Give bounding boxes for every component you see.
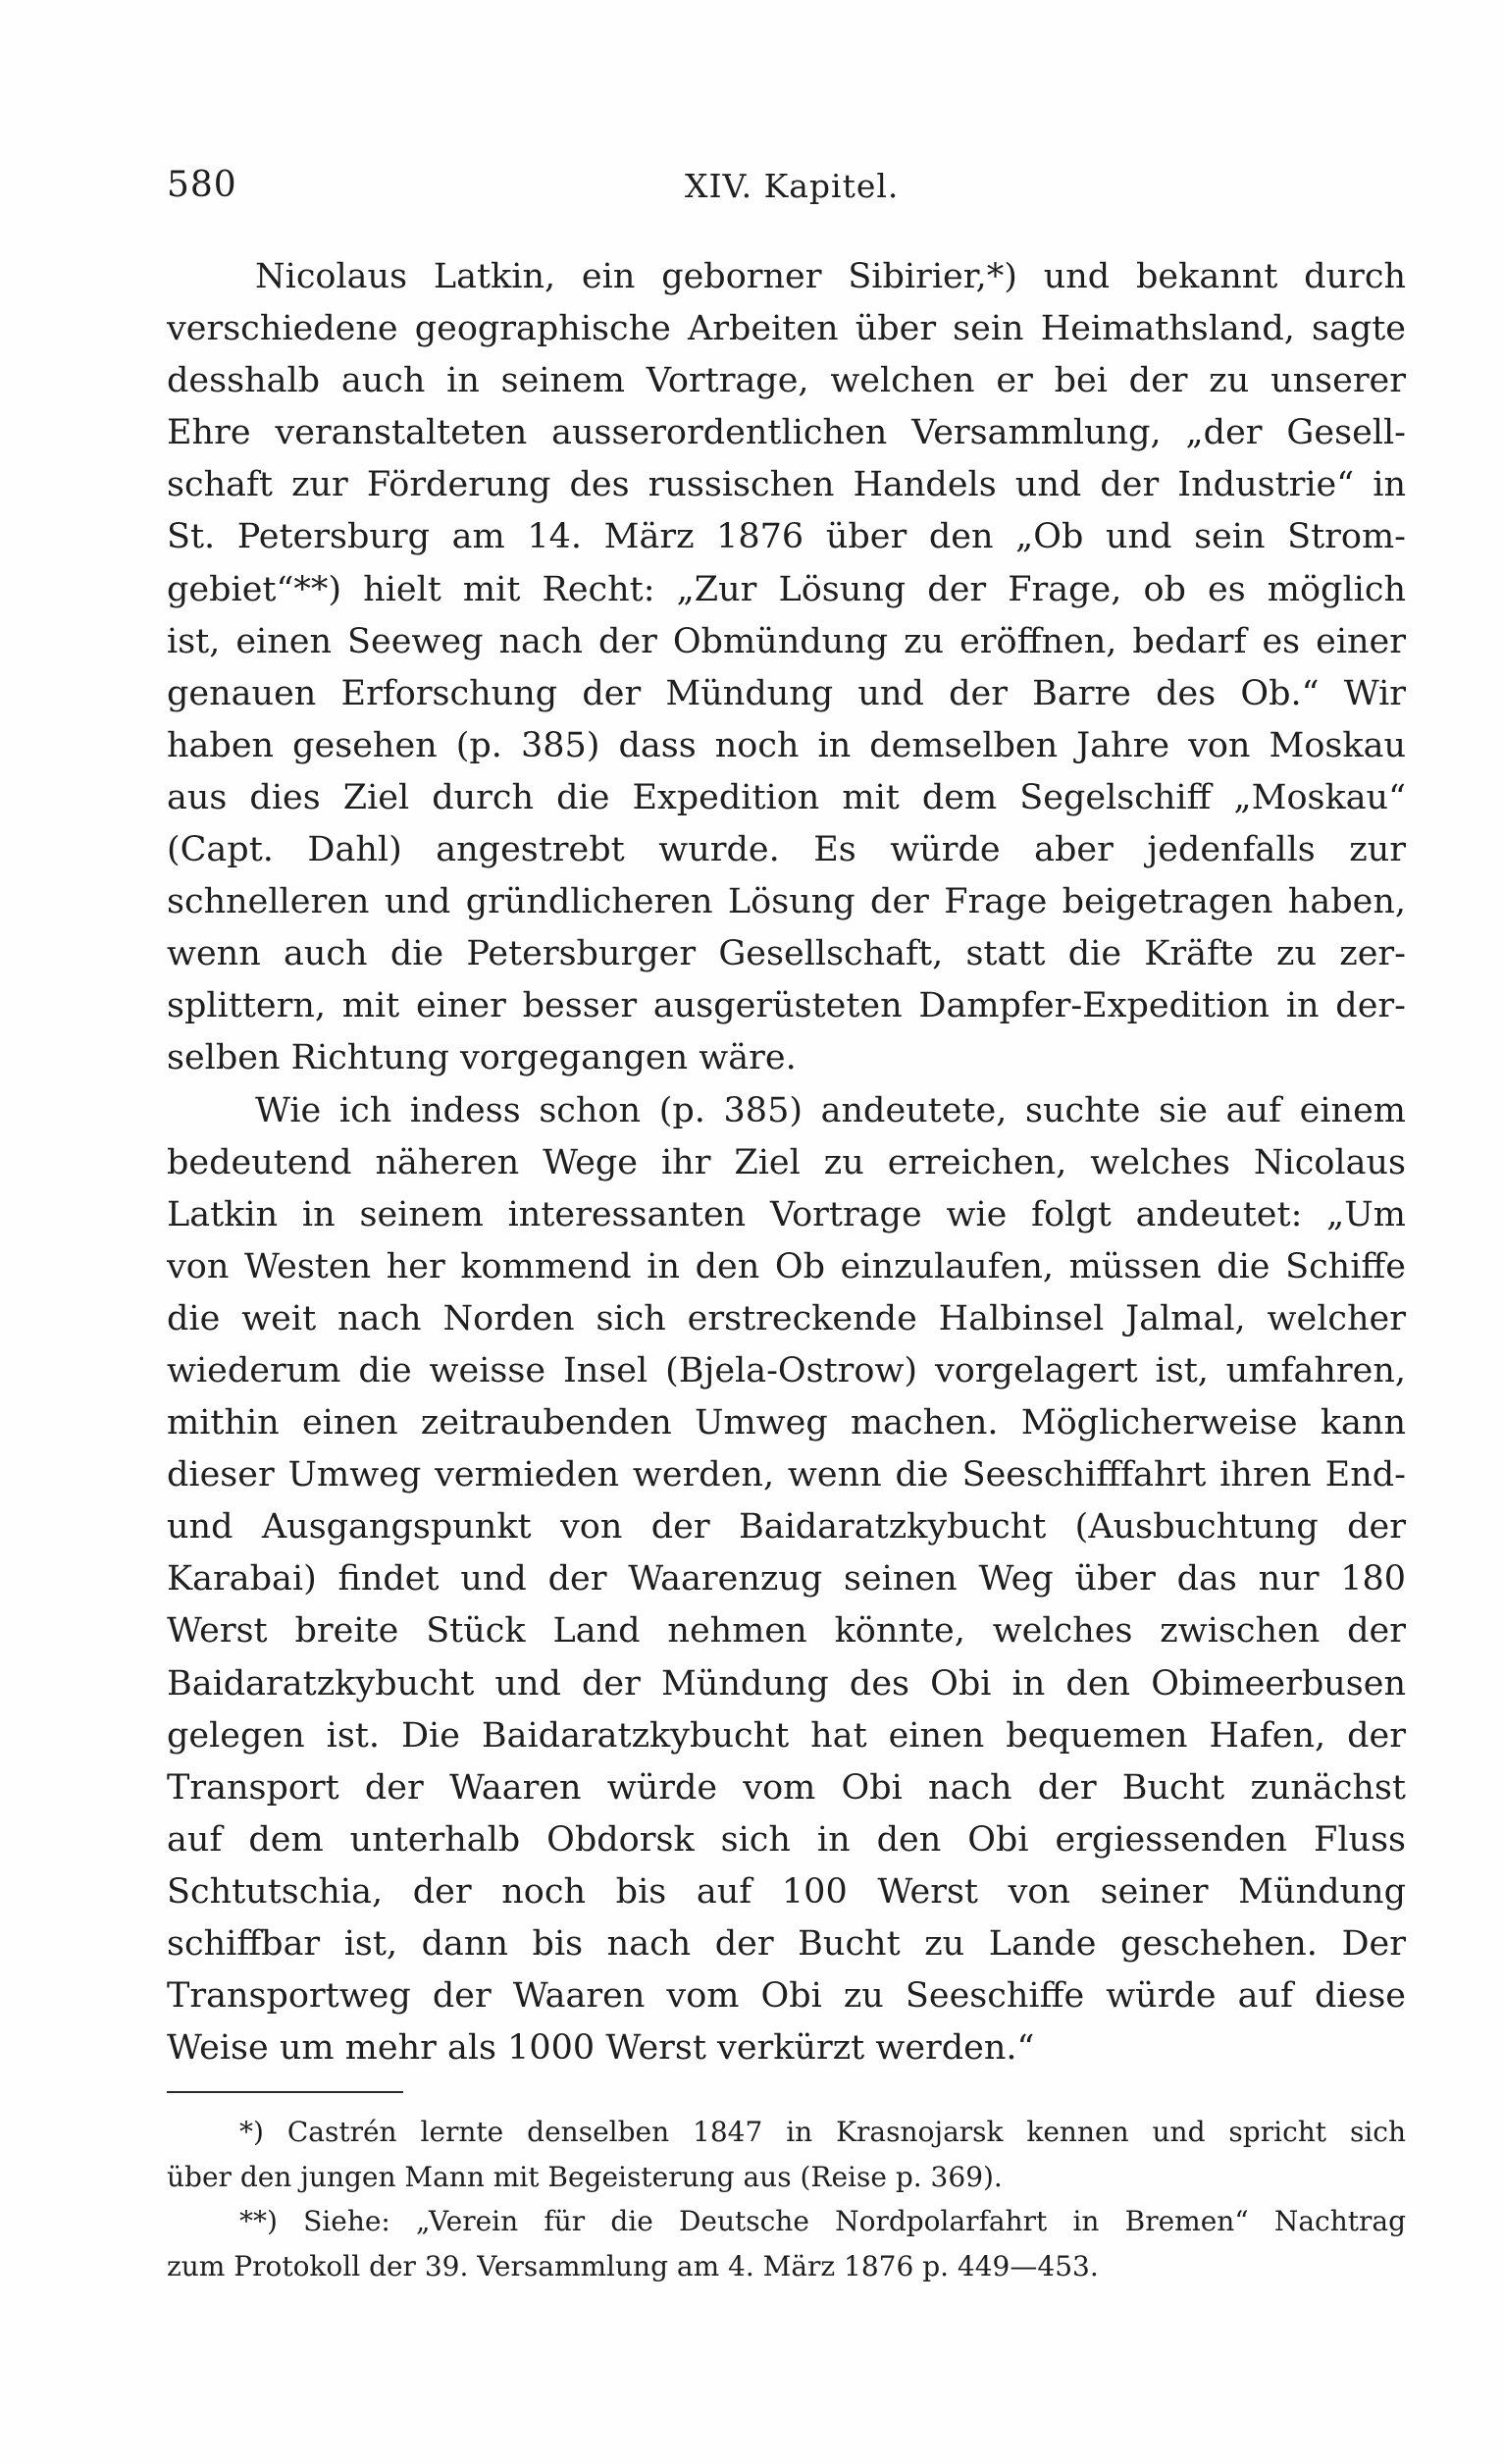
text-line: gelegen ist. Die Baidaratzkybucht hat einen bequemen Hafen, der <box>167 1715 1406 1756</box>
text-line: selben Richtung vorgegangen wäre. <box>167 1038 797 1078</box>
text-line: schnelleren und gründlicheren Lösung der Frage beigetragen haben, <box>167 882 1406 922</box>
text-line: Latkin in seinem interessanten Vortrage wie folgt andeutet: „Um <box>167 1194 1406 1234</box>
footnote-line: **) Siehe: „Verein für die Deutsche Nordpolarfahrt in Bremen“ Nachtrag <box>239 2205 1406 2237</box>
text-line: Werst breite Stück Land nehmen könnte, welches zwischen der <box>167 1611 1406 1651</box>
text-line: dieser Umweg vermieden werden, wenn die Seeschifffahrt ihren End- <box>167 1455 1406 1495</box>
text-line: (Capt. Dahl) angestrebt wurde. Es würde aber jedenfalls zur <box>167 830 1406 870</box>
text-line: desshalb auch in seinem Vortrage, welchen er bei der zu unserer <box>167 361 1406 401</box>
footnotes <box>167 2110 1406 2288</box>
page-number: 580 <box>167 165 237 205</box>
text-line: Ehre veranstalteten ausserordentlichen Versammlung, „der Gesell- <box>167 413 1406 453</box>
text-line: mithin einen zeitraubenden Umweg machen. Möglicherweise kann <box>167 1403 1406 1443</box>
running-head <box>0 165 1503 214</box>
text-line: die weit nach Norden sich erstreckende Halbinsel Jalmal, welcher <box>167 1298 1406 1338</box>
text-line: schaft zur Förderung des russischen Handels und der Industrie“ in <box>167 465 1406 505</box>
text-line: haben gesehen (p. 385) dass noch in demselben Jahre von Moskau <box>167 725 1406 765</box>
footnote-line: über den jungen Mann mit Begeisterung aus (Reise p. 369). <box>167 2160 1003 2193</box>
text-line: Karabai) findet und der Waarenzug seinen Weg über das nur 180 <box>167 1559 1406 1599</box>
text-line: ist, einen Seeweg nach der Obmündung zu eröffnen, bedarf es einer <box>167 621 1406 661</box>
text-line: bedeutend näheren Wege ihr Ziel zu erreichen, welches Nicolaus <box>167 1142 1406 1182</box>
text-line: Weise um mehr als 1000 Werst verkürzt werden.“ <box>167 2028 1035 2069</box>
text-line: Wie ich indess schon (p. 385) andeutete, suchte sie auf einem <box>255 1090 1406 1130</box>
text-line: splittern, mit einer besser ausgerüsteten Dampfer-Expedition in der- <box>167 986 1406 1026</box>
body-text <box>167 251 1406 2074</box>
text-line: von Westen her kommend in den Ob einzulaufen, müssen die Schiffe <box>167 1246 1406 1286</box>
text-line: gebiet“**) hielt mit Recht: „Zur Lösung der Frage, ob es möglich <box>167 569 1406 609</box>
text-line: Transportweg der Waaren vom Obi zu Seeschiffe würde auf diese <box>167 1976 1406 2017</box>
text-line: und Ausgangspunkt von der Baidaratzkybucht (Ausbuchtung der <box>167 1507 1406 1547</box>
text-line: aus dies Ziel durch die Expedition mit dem Segelschiff „Moskau“ <box>167 777 1406 817</box>
text-line: Transport der Waaren würde vom Obi nach der Bucht zunächst <box>167 1767 1406 1808</box>
footnote-line: zum Protokoll der 39. Versammlung am 4. März 1876 p. 449—453. <box>167 2249 1099 2282</box>
text-line: wenn auch die Petersburger Gesellschaft, statt die Kräfte zu zer- <box>167 934 1406 974</box>
text-line: schiffbar ist, dann bis nach der Bucht zu Lande geschehen. Der <box>167 1924 1406 1964</box>
text-line: auf dem unterhalb Obdorsk sich in den Obi ergiessenden Fluss <box>167 1819 1406 1860</box>
text-line: Nicolaus Latkin, ein geborner Sibirier,*) und bekannt durch <box>255 257 1406 296</box>
footnote-divider <box>167 2091 403 2093</box>
text-line: wiederum die weisse Insel (Bjela-Ostrow) vorgelagert ist, umfahren, <box>167 1350 1406 1390</box>
text-line: St. Petersburg am 14. März 1876 über den „Ob und sein Strom- <box>167 517 1406 557</box>
footnote-line: *) Castrén lernte denselben 1847 in Krasnojarsk kennen und spricht sich <box>239 2116 1406 2148</box>
text-line: Baidaratzkybucht und der Mündung des Obi in den Obimeerbusen <box>167 1663 1406 1704</box>
text-line: Schtutschia, der noch bis auf 100 Werst von seiner Mündung <box>167 1871 1406 1912</box>
text-line: genauen Erforschung der Mündung und der Barre des Ob.“ Wir <box>167 673 1406 713</box>
chapter-title: XIV. Kapitel. <box>685 167 900 205</box>
text-line: verschiedene geographische Arbeiten über sein Heimathsland, sagte <box>167 309 1406 349</box>
